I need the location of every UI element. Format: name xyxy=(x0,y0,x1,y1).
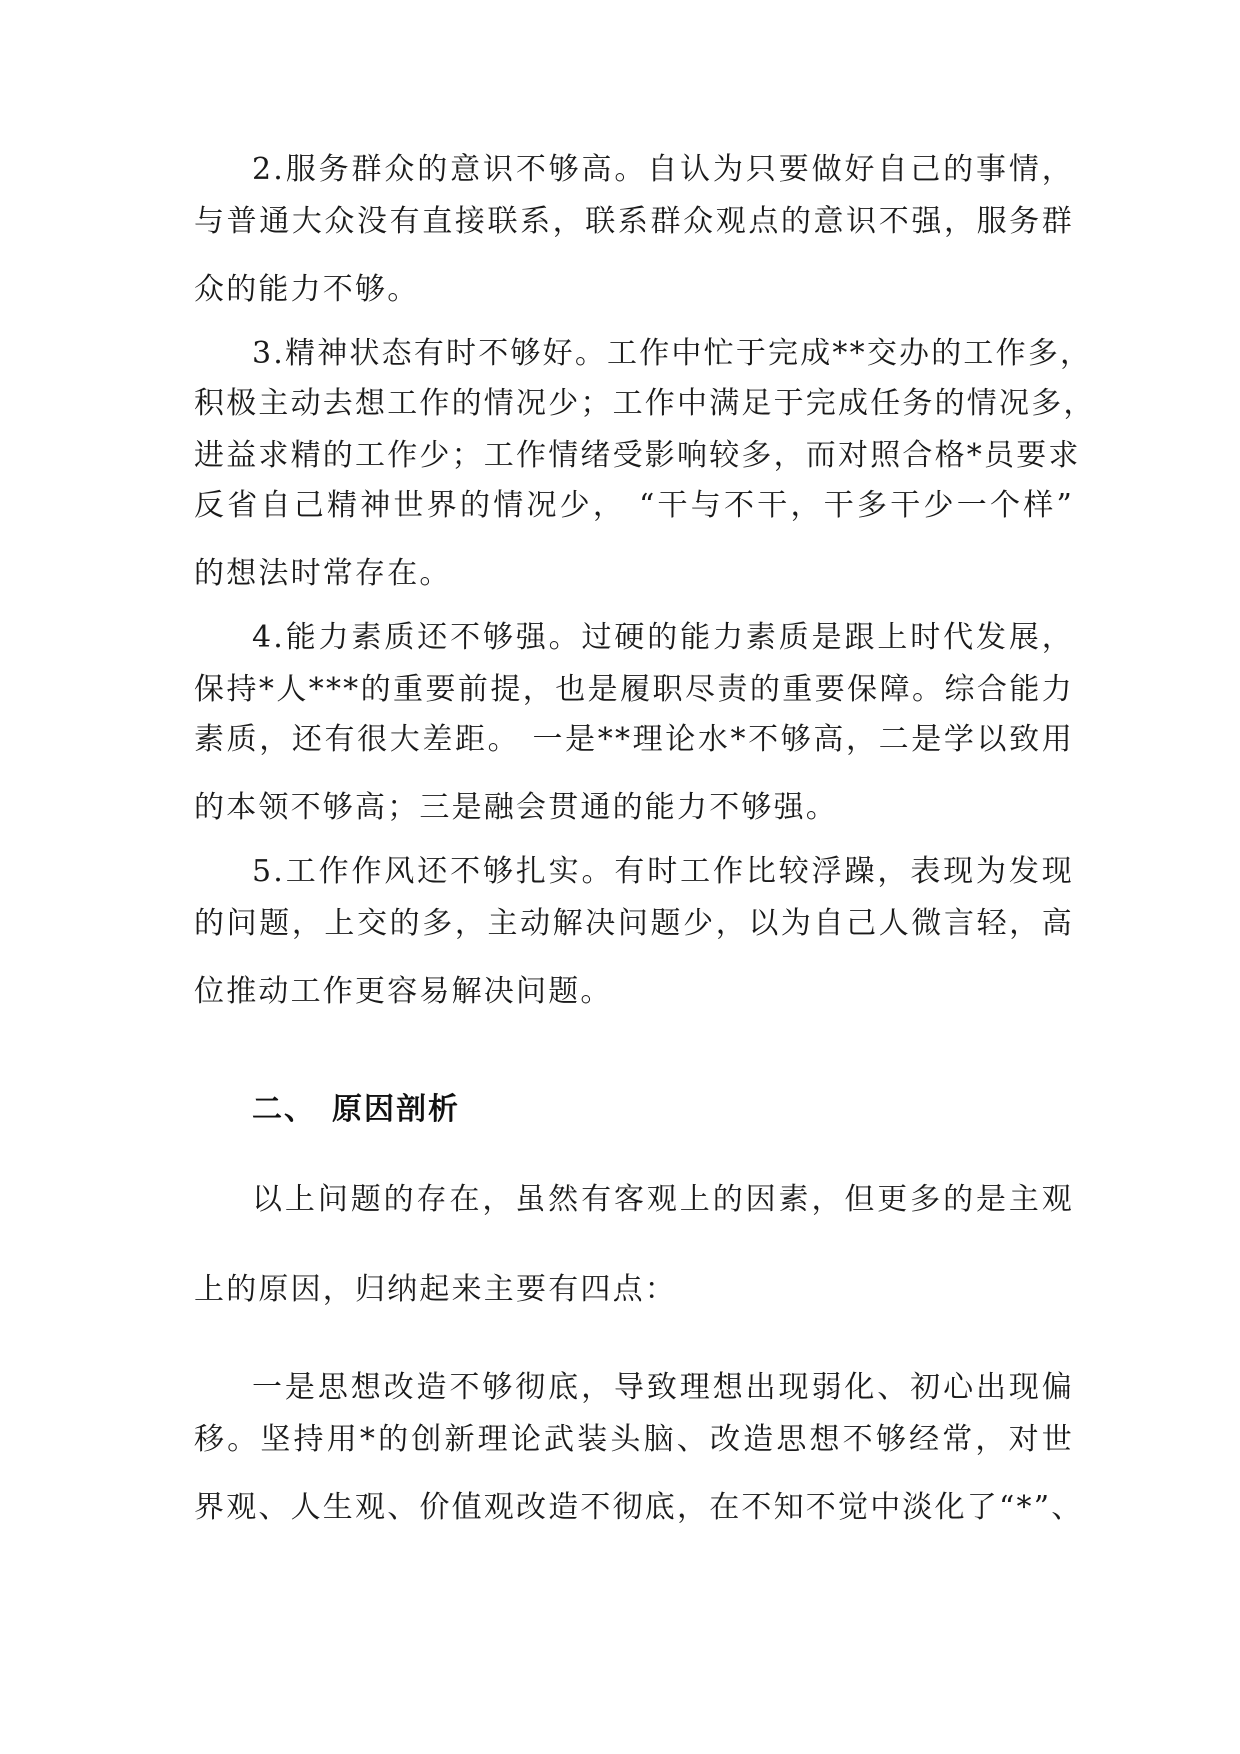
item-4-line-4: 的本领不够高；三是融会贯通的能力不够强。 xyxy=(194,790,838,825)
intro-line-1: 以上问题的存在，虽然有客观上的因素，但更多的是主观 xyxy=(252,1182,1074,1217)
item-2-line-2: 与普通大众没有直接联系，联系群众观点的意识不强，服务群 xyxy=(194,204,1074,239)
section-heading xyxy=(252,1092,460,1128)
item-5-line-2: 的问题，上交的多，主动解决问题少，以为自己人微言轻，高 xyxy=(194,906,1074,941)
reason-one-line-2: 移。坚持用*的创新理论武装头脑、改造思想不够经常，对世 xyxy=(194,1422,1074,1457)
section-heading-number: 二、 xyxy=(252,1092,316,1127)
item-4-line-2: 保持*人***的重要前提，也是履职尽责的重要保障。综合能力 xyxy=(194,672,1074,707)
item-4-line-1: 4.能力素质还不够强。过硬的能力素质是跟上时代发展， xyxy=(252,620,1074,655)
item-4-line-3: 素质，还有很大差距。 一是**理论水*不够高，二是学以致用 xyxy=(194,722,1074,757)
reason-one-line-1: 一是思想改造不够彻底，导致理想出现弱化、初心出现偏 xyxy=(252,1370,1074,1405)
item-3-line-3: 进益求精的工作少；工作情绪受影响较多，而对照合格*员要求 xyxy=(194,438,1081,473)
intro-line-2: 上的原因，归纳起来主要有四点： xyxy=(194,1272,677,1307)
item-3-line-5: 的想法时常存在。 xyxy=(194,556,452,591)
item-2-line-3: 众的能力不够。 xyxy=(194,272,420,307)
item-3-line-4: 反省自己精神世界的情况少， “干与不干，干多干少一个样” xyxy=(194,488,1074,523)
item-2-line-1: 2.服务群众的意识不够高。自认为只要做好自己的事情， xyxy=(252,152,1074,187)
reason-one-line-3: 界观、人生观、价值观改造不彻底，在不知不觉中淡化了“*”、 xyxy=(194,1490,1084,1525)
item-3-line-1: 3.精神状态有时不够好。工作中忙于完成**交办的工作多， xyxy=(252,336,1093,371)
item-5-line-3: 位推动工作更容易解决问题。 xyxy=(194,974,613,1009)
item-3-line-2: 积极主动去想工作的情况少；工作中满足于完成任务的情况多， xyxy=(194,386,1096,421)
item-5-line-1: 5.工作作风还不够扎实。有时工作比较浮躁，表现为发现 xyxy=(252,854,1074,889)
section-heading-title: 原因剖析 xyxy=(332,1092,460,1127)
